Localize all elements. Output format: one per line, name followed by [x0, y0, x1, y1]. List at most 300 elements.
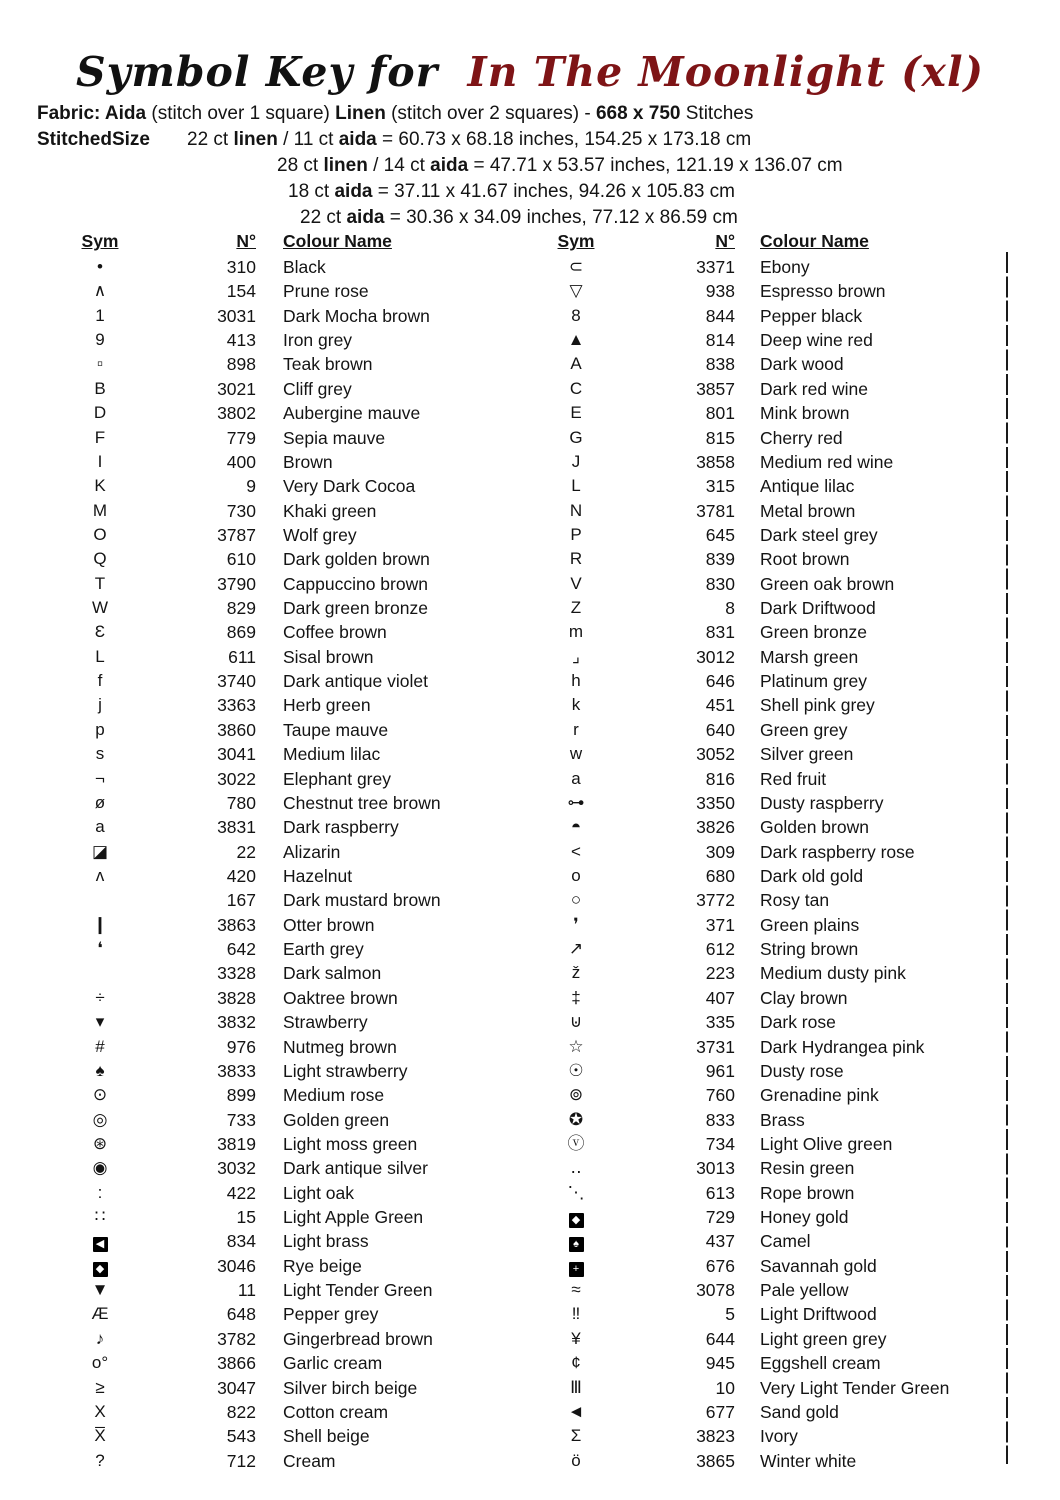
text-segment: = 37.11 x 41.67 inches, 94.26 x 105.83 cm — [372, 181, 735, 202]
colour-name-cell: Cream — [283, 1450, 336, 1471]
symbol-cell: M — [92, 500, 108, 520]
key-row — [537, 718, 1005, 742]
thread-number-cell: 10 — [715, 1377, 735, 1398]
thread-number-cell: 3078 — [696, 1280, 735, 1301]
thread-number-cell: 734 — [705, 1133, 735, 1154]
colour-name-cell: Mink brown — [760, 403, 850, 424]
thread-number-cell: 22 — [236, 841, 256, 862]
colour-name-cell: Shell pink grey — [760, 695, 875, 716]
colour-name-cell: Khaki green — [283, 500, 377, 521]
colour-name-cell: Dark Mocha brown — [283, 305, 430, 326]
key-row — [60, 523, 510, 547]
symbol-cell: N — [569, 500, 583, 520]
text-segment: Aida — [104, 103, 147, 124]
key-row — [60, 352, 510, 376]
key-row — [60, 596, 510, 620]
thread-number-cell: 3031 — [217, 305, 256, 326]
symbol-cell: V — [570, 573, 582, 593]
thread-number-cell: 310 — [226, 257, 256, 277]
key-row — [537, 596, 1005, 620]
colour-name-cell: Pepper grey — [283, 1304, 379, 1325]
thread-number-cell: 3021 — [217, 378, 256, 399]
text-segment: linen — [323, 155, 368, 176]
thread-number-cell: 838 — [705, 354, 735, 375]
thread-number-cell: 11 — [237, 1280, 256, 1301]
thread-number-cell: 642 — [226, 939, 256, 960]
stitched-size-label: StitchedSize — [37, 129, 150, 150]
text-segment: 18 ct — [288, 181, 335, 202]
symbol-cell: ‥ — [570, 1158, 582, 1178]
key-row — [537, 450, 1005, 474]
symbol-cell: m — [568, 622, 584, 642]
thread-number-cell: 3012 — [696, 646, 735, 667]
key-row — [537, 669, 1005, 693]
symbol-cell: ÷ — [95, 987, 105, 1007]
thread-number-cell: 780 — [226, 792, 256, 813]
thread-number-cell: 3041 — [217, 744, 256, 765]
key-row — [60, 1327, 510, 1351]
colour-name-cell: Cappuccino brown — [283, 573, 428, 594]
colour-name-cell: Dark old gold — [760, 865, 864, 886]
key-row — [60, 279, 510, 303]
thread-number-cell: 779 — [226, 427, 256, 448]
symbol-cell: L — [95, 646, 105, 666]
thread-number-cell: 833 — [705, 1109, 735, 1130]
colour-name-cell: Light Olive green — [760, 1133, 893, 1154]
symbol-cell: ↗ — [568, 939, 584, 959]
key-row — [60, 1400, 510, 1424]
symbol-cell: ✪ — [568, 1109, 584, 1129]
symbol-cell: ö — [571, 1450, 581, 1470]
symbol-cell: G — [569, 427, 583, 447]
thread-number-cell: 814 — [705, 330, 735, 351]
thread-number-cell: 9 — [246, 476, 256, 497]
key-row — [60, 474, 510, 498]
key-row — [537, 1156, 1005, 1180]
key-row — [60, 1083, 510, 1107]
thread-number-cell: 3371 — [696, 257, 735, 277]
symbol-cell: ⊍ — [569, 1012, 583, 1032]
colour-name-cell: Herb green — [283, 695, 371, 716]
key-row — [60, 1351, 510, 1375]
text-segment: = 30.36 x 34.09 inches, 77.12 x 86.59 cm — [384, 207, 738, 228]
thread-number-cell: 801 — [705, 403, 735, 424]
colour-name-cell: Aubergine mauve — [283, 403, 421, 424]
thread-number-cell: 3858 — [696, 451, 735, 472]
symbol-cell: 1 — [95, 305, 105, 325]
text-segment: 22 ct — [300, 207, 347, 228]
symbol-cell: ο — [571, 865, 581, 885]
key-row — [537, 304, 1005, 328]
symbol-cell: a — [571, 768, 581, 788]
key-row — [537, 401, 1005, 425]
symbol-cell: ▽ — [569, 281, 583, 301]
symbol-cell — [60, 961, 140, 985]
symbol-cell: # — [95, 1036, 105, 1056]
key-row — [60, 1108, 510, 1132]
symbol-cell: ⊂ — [568, 257, 584, 276]
text-segment: = 60.73 x 68.18 inches, 154.25 x 173.18 cm — [376, 129, 752, 150]
colour-name-cell: Teak brown — [283, 354, 373, 375]
colour-name-cell: Elephant grey — [283, 768, 391, 789]
symbol-cell: r — [573, 719, 579, 739]
text-segment: aida — [346, 207, 385, 228]
thread-number-cell: 899 — [226, 1085, 256, 1106]
colour-name-cell: Light green grey — [760, 1328, 887, 1349]
colour-name-cell: Light Apple Green — [283, 1207, 424, 1228]
symbol-cell: ◎ — [92, 1109, 108, 1129]
thread-number-cell: 3047 — [217, 1377, 256, 1398]
key-row — [60, 547, 510, 571]
stitched-size-line-2 — [277, 155, 843, 177]
symbol-cell: C — [569, 378, 583, 398]
thread-number-cell: 830 — [705, 573, 735, 594]
key-row — [537, 840, 1005, 864]
thread-number-cell: 733 — [226, 1109, 256, 1130]
key-row — [60, 1010, 510, 1034]
symbol-cell: k — [571, 695, 581, 715]
table-body-left — [60, 255, 510, 1473]
colour-name-column-header: Colour Name — [283, 231, 392, 251]
colour-name-cell: Brass — [760, 1109, 805, 1130]
thread-number-cell: 644 — [705, 1328, 735, 1349]
colour-name-cell: Rye beige — [283, 1255, 362, 1276]
colour-name-cell: Deep wine red — [760, 330, 873, 351]
thread-number-cell: 831 — [705, 622, 735, 643]
colour-name-cell: Eggshell cream — [760, 1353, 881, 1374]
text-segment: 22 ct — [187, 129, 234, 150]
stitched-size-line-3 — [288, 181, 735, 203]
symbol-cell — [537, 1254, 615, 1278]
key-row — [60, 742, 510, 766]
colour-name-cell: Very Dark Cocoa — [283, 476, 416, 497]
colour-name-cell: Marsh green — [760, 646, 859, 667]
text-segment: Linen — [335, 103, 386, 124]
colour-name-cell: Light oak — [283, 1182, 355, 1203]
key-row — [537, 1254, 1005, 1278]
thread-number-cell: 815 — [705, 427, 735, 448]
symbol-cell: o° — [91, 1353, 109, 1373]
colour-name-cell: Dark red wine — [760, 378, 868, 399]
colour-name-column-header: Colour Name — [760, 231, 869, 251]
text-segment: Stitches — [680, 103, 754, 124]
colour-name-cell: Dark raspberry — [283, 817, 399, 838]
colour-name-cell: Dark Driftwood — [760, 598, 876, 619]
symbol-cell: ¬ — [95, 768, 105, 788]
number-column-header: N° — [715, 231, 735, 251]
colour-name-cell: Honey gold — [760, 1207, 849, 1228]
thread-number-cell: 646 — [705, 671, 735, 692]
key-row — [60, 767, 510, 791]
colour-name-cell: Oaktree brown — [283, 987, 398, 1008]
key-row — [537, 1376, 1005, 1400]
key-row — [537, 1278, 1005, 1302]
thread-number-cell: 729 — [705, 1207, 735, 1228]
key-row — [537, 523, 1005, 547]
key-row — [537, 864, 1005, 888]
symbol-cell — [60, 1229, 140, 1253]
number-column-header: N° — [236, 231, 256, 251]
key-row — [537, 1449, 1005, 1473]
colour-name-cell: Garlic cream — [283, 1353, 383, 1374]
thread-number-cell: 335 — [705, 1012, 735, 1033]
thread-number-cell: 645 — [705, 524, 735, 545]
thread-number-cell: 839 — [705, 549, 735, 570]
title-text: Symbol Key for — [76, 48, 439, 96]
thread-number-cell: 8 — [725, 598, 735, 619]
colour-name-cell: Resin green — [760, 1158, 855, 1179]
symbol-cell: A — [570, 354, 582, 374]
thread-number-cell: 437 — [705, 1231, 735, 1252]
symbol-cell: O — [93, 524, 107, 544]
colour-name-cell: Green bronze — [760, 622, 868, 643]
symbol-cell: ⊚ — [568, 1085, 584, 1105]
thread-number-cell: 3865 — [696, 1450, 735, 1471]
thread-number-cell: 3790 — [217, 573, 256, 594]
colour-name-cell: Savannah gold — [760, 1255, 877, 1276]
thread-number-cell: 834 — [226, 1231, 256, 1252]
colour-name-cell: Very Light Tender Green — [760, 1377, 950, 1398]
colour-name-cell: Wolf grey — [283, 524, 357, 545]
colour-name-cell: Grenadine pink — [760, 1085, 879, 1106]
symbol-cell: ▲ — [567, 330, 585, 350]
key-row — [537, 791, 1005, 815]
colour-name-cell: Earth grey — [283, 939, 364, 960]
colour-name-cell: Red fruit — [760, 768, 827, 789]
colour-name-cell: Nutmeg brown — [283, 1036, 397, 1057]
key-row — [60, 620, 510, 644]
colour-name-cell: Green plains — [760, 914, 860, 935]
thread-number-cell: 3866 — [217, 1353, 256, 1374]
symbol-cell — [537, 1205, 615, 1229]
key-row — [60, 1205, 510, 1229]
colour-name-cell: Iron grey — [283, 330, 353, 351]
key-row — [60, 645, 510, 669]
symbol-cell: • — [97, 257, 103, 276]
symbol-cell: ♪ — [95, 1328, 105, 1348]
thread-number-cell: 844 — [705, 305, 735, 326]
key-row — [537, 474, 1005, 498]
colour-name-cell: Dark rose — [760, 1012, 836, 1033]
symbol-cell: D — [93, 403, 107, 423]
key-row — [537, 1400, 1005, 1424]
key-row — [537, 767, 1005, 791]
symbol-cell: a — [95, 817, 105, 837]
colour-name-cell: Golden green — [283, 1109, 390, 1130]
colour-name-cell: String brown — [760, 939, 859, 960]
colour-name-cell: Dark antique violet — [283, 671, 428, 692]
colour-name-cell: Medium lilac — [283, 744, 381, 765]
symbol-cell — [537, 1229, 615, 1253]
thread-number-cell: 945 — [705, 1353, 735, 1374]
thread-number-cell: 3828 — [217, 987, 256, 1008]
colour-name-cell: Clay brown — [760, 987, 848, 1008]
thread-number-cell: 3823 — [696, 1426, 735, 1447]
symbol-cell: ≈ — [571, 1280, 581, 1300]
key-row — [60, 986, 510, 1010]
symbol-cell: s — [95, 744, 105, 764]
key-row — [60, 1302, 510, 1326]
symbol-cell: ▾ — [95, 1012, 105, 1032]
key-row — [537, 279, 1005, 303]
key-row — [60, 304, 510, 328]
key-row — [537, 1132, 1005, 1156]
thread-number-cell: 407 — [705, 987, 735, 1008]
key-row — [60, 328, 510, 352]
symbol-cell: ❙ — [92, 914, 108, 934]
symbol-cell: ◄ — [567, 1401, 585, 1421]
key-row — [537, 742, 1005, 766]
thread-number-cell: 680 — [705, 865, 735, 886]
colour-name-cell: Medium dusty pink — [760, 963, 906, 984]
symbol-cell: I — [97, 451, 103, 471]
symbol-cell: ▫ — [96, 354, 104, 374]
colour-name-cell: Metal brown — [760, 500, 856, 521]
table-header-left — [60, 230, 510, 255]
thread-number-cell: 3363 — [217, 695, 256, 716]
thread-number-cell: 3857 — [696, 378, 735, 399]
colour-name-cell: Light Tender Green — [283, 1280, 433, 1301]
thread-number-cell: 15 — [236, 1207, 256, 1228]
key-row — [60, 1376, 510, 1400]
colour-name-cell: Sand gold — [760, 1401, 839, 1422]
key-row — [537, 547, 1005, 571]
symbol-cell: W — [91, 598, 109, 618]
thread-number-cell: 543 — [226, 1426, 256, 1447]
thread-number-cell: 3802 — [217, 403, 256, 424]
symbol-cell: p — [95, 719, 105, 739]
symbol-cell: Ⅲ — [570, 1377, 582, 1397]
colour-name-cell: Hazelnut — [283, 865, 353, 886]
key-row — [537, 572, 1005, 596]
colour-name-cell: Cliff grey — [283, 378, 352, 399]
colour-name-cell: Cotton cream — [283, 1401, 389, 1422]
inverse-symbol: ◆ — [569, 1213, 584, 1228]
thread-number-cell: 612 — [705, 939, 735, 960]
symbol-cell: ∧ — [93, 281, 107, 301]
colour-name-cell: Black — [283, 257, 326, 277]
symbol-cell: ▼ — [91, 1280, 109, 1300]
colour-name-cell: Sisal brown — [283, 646, 374, 667]
key-row — [60, 1278, 510, 1302]
symbol-cell: ž — [571, 963, 581, 983]
thread-number-cell: 420 — [226, 865, 256, 886]
colour-name-cell: Chestnut tree brown — [283, 792, 441, 813]
symbol-cell: < — [571, 841, 581, 861]
colour-name-cell: Taupe mauve — [283, 719, 389, 740]
colour-name-cell: Camel — [760, 1231, 811, 1252]
key-row — [537, 645, 1005, 669]
key-row — [537, 352, 1005, 376]
key-row — [60, 718, 510, 742]
symbol-cell: R — [569, 549, 583, 569]
text-segment: = 47.71 x 53.57 inches, 121.19 x 136.07 cm — [468, 155, 843, 176]
key-row — [60, 572, 510, 596]
key-row — [537, 815, 1005, 839]
symbol-cell: ◓ — [570, 817, 582, 837]
colour-name-cell: Dark green bronze — [283, 598, 428, 619]
key-row — [537, 1083, 1005, 1107]
colour-name-cell: Ebony — [760, 257, 810, 277]
thread-number-cell: 610 — [226, 549, 256, 570]
colour-name-cell: Antique lilac — [760, 476, 855, 497]
symbol-cell: J — [571, 451, 581, 471]
thread-number-cell: 640 — [705, 719, 735, 740]
colour-name-cell: Coffee brown — [283, 622, 387, 643]
text-segment: (stitch over 2 squares) - — [385, 103, 596, 124]
key-row — [60, 1449, 510, 1473]
thread-number-cell: 3832 — [217, 1012, 256, 1033]
key-row — [537, 328, 1005, 352]
colour-name-cell: Light strawberry — [283, 1060, 408, 1081]
sym-column-header: Sym — [557, 231, 595, 251]
key-row — [60, 864, 510, 888]
key-row — [60, 1254, 510, 1278]
stitched-size-line-1 — [187, 129, 751, 151]
table-header-right — [537, 230, 1005, 255]
thread-number-cell: 3831 — [217, 817, 256, 838]
symbol-cell: ʌ — [95, 865, 105, 885]
key-row — [537, 1010, 1005, 1034]
key-row — [537, 255, 1005, 279]
title-pattern-name: In The Moonlight (xl) — [467, 48, 984, 96]
symbol-cell — [60, 888, 140, 912]
colour-name-cell: Medium red wine — [760, 451, 894, 472]
table-body-right — [537, 255, 1005, 1473]
symbol-cell: 9 — [95, 330, 105, 350]
thread-number-cell: 3860 — [217, 719, 256, 740]
page-title — [0, 48, 1060, 96]
thread-number-cell: 315 — [705, 476, 735, 497]
key-row — [537, 426, 1005, 450]
thread-number-cell: 3740 — [217, 671, 256, 692]
thread-number-cell: 961 — [705, 1060, 735, 1081]
stitched-size-line-4 — [300, 207, 738, 229]
thread-number-cell: 3863 — [217, 914, 256, 935]
symbol-cell: Σ — [570, 1426, 582, 1446]
colour-name-cell: Dark antique silver — [283, 1158, 428, 1179]
colour-name-cell: Dark steel grey — [760, 524, 878, 545]
colour-name-cell: Shell beige — [283, 1426, 370, 1447]
thread-number-cell: 3013 — [696, 1158, 735, 1179]
symbol-cell: P — [570, 524, 582, 544]
colour-name-cell: Rosy tan — [760, 890, 830, 911]
symbol-key-table-right — [537, 230, 1005, 1473]
colour-name-cell: Strawberry — [283, 1012, 368, 1033]
text-segment: 28 ct — [277, 155, 324, 176]
sym-column-header: Sym — [81, 231, 119, 251]
key-row — [60, 1229, 510, 1253]
thread-number-cell: 3052 — [696, 744, 735, 765]
thread-number-cell: 611 — [228, 646, 256, 667]
key-row — [537, 499, 1005, 523]
symbol-cell: E — [570, 403, 582, 423]
symbol-cell: f — [97, 671, 103, 691]
key-row — [537, 961, 1005, 985]
symbol-cell: ◪ — [91, 841, 109, 861]
symbol-cell: ⓥ — [567, 1133, 585, 1153]
colour-name-cell: Silver green — [760, 744, 854, 765]
key-row — [60, 1035, 510, 1059]
symbol-cell: 8 — [571, 305, 581, 325]
thread-number-cell: 3782 — [217, 1328, 256, 1349]
symbol-key-table-left — [60, 230, 510, 1473]
symbol-cell: X̅ — [94, 1426, 106, 1446]
thread-number-cell: 5 — [725, 1304, 735, 1325]
key-row — [537, 1108, 1005, 1132]
thread-number-cell: 3772 — [696, 890, 735, 911]
text-segment: / 14 ct — [367, 155, 431, 176]
